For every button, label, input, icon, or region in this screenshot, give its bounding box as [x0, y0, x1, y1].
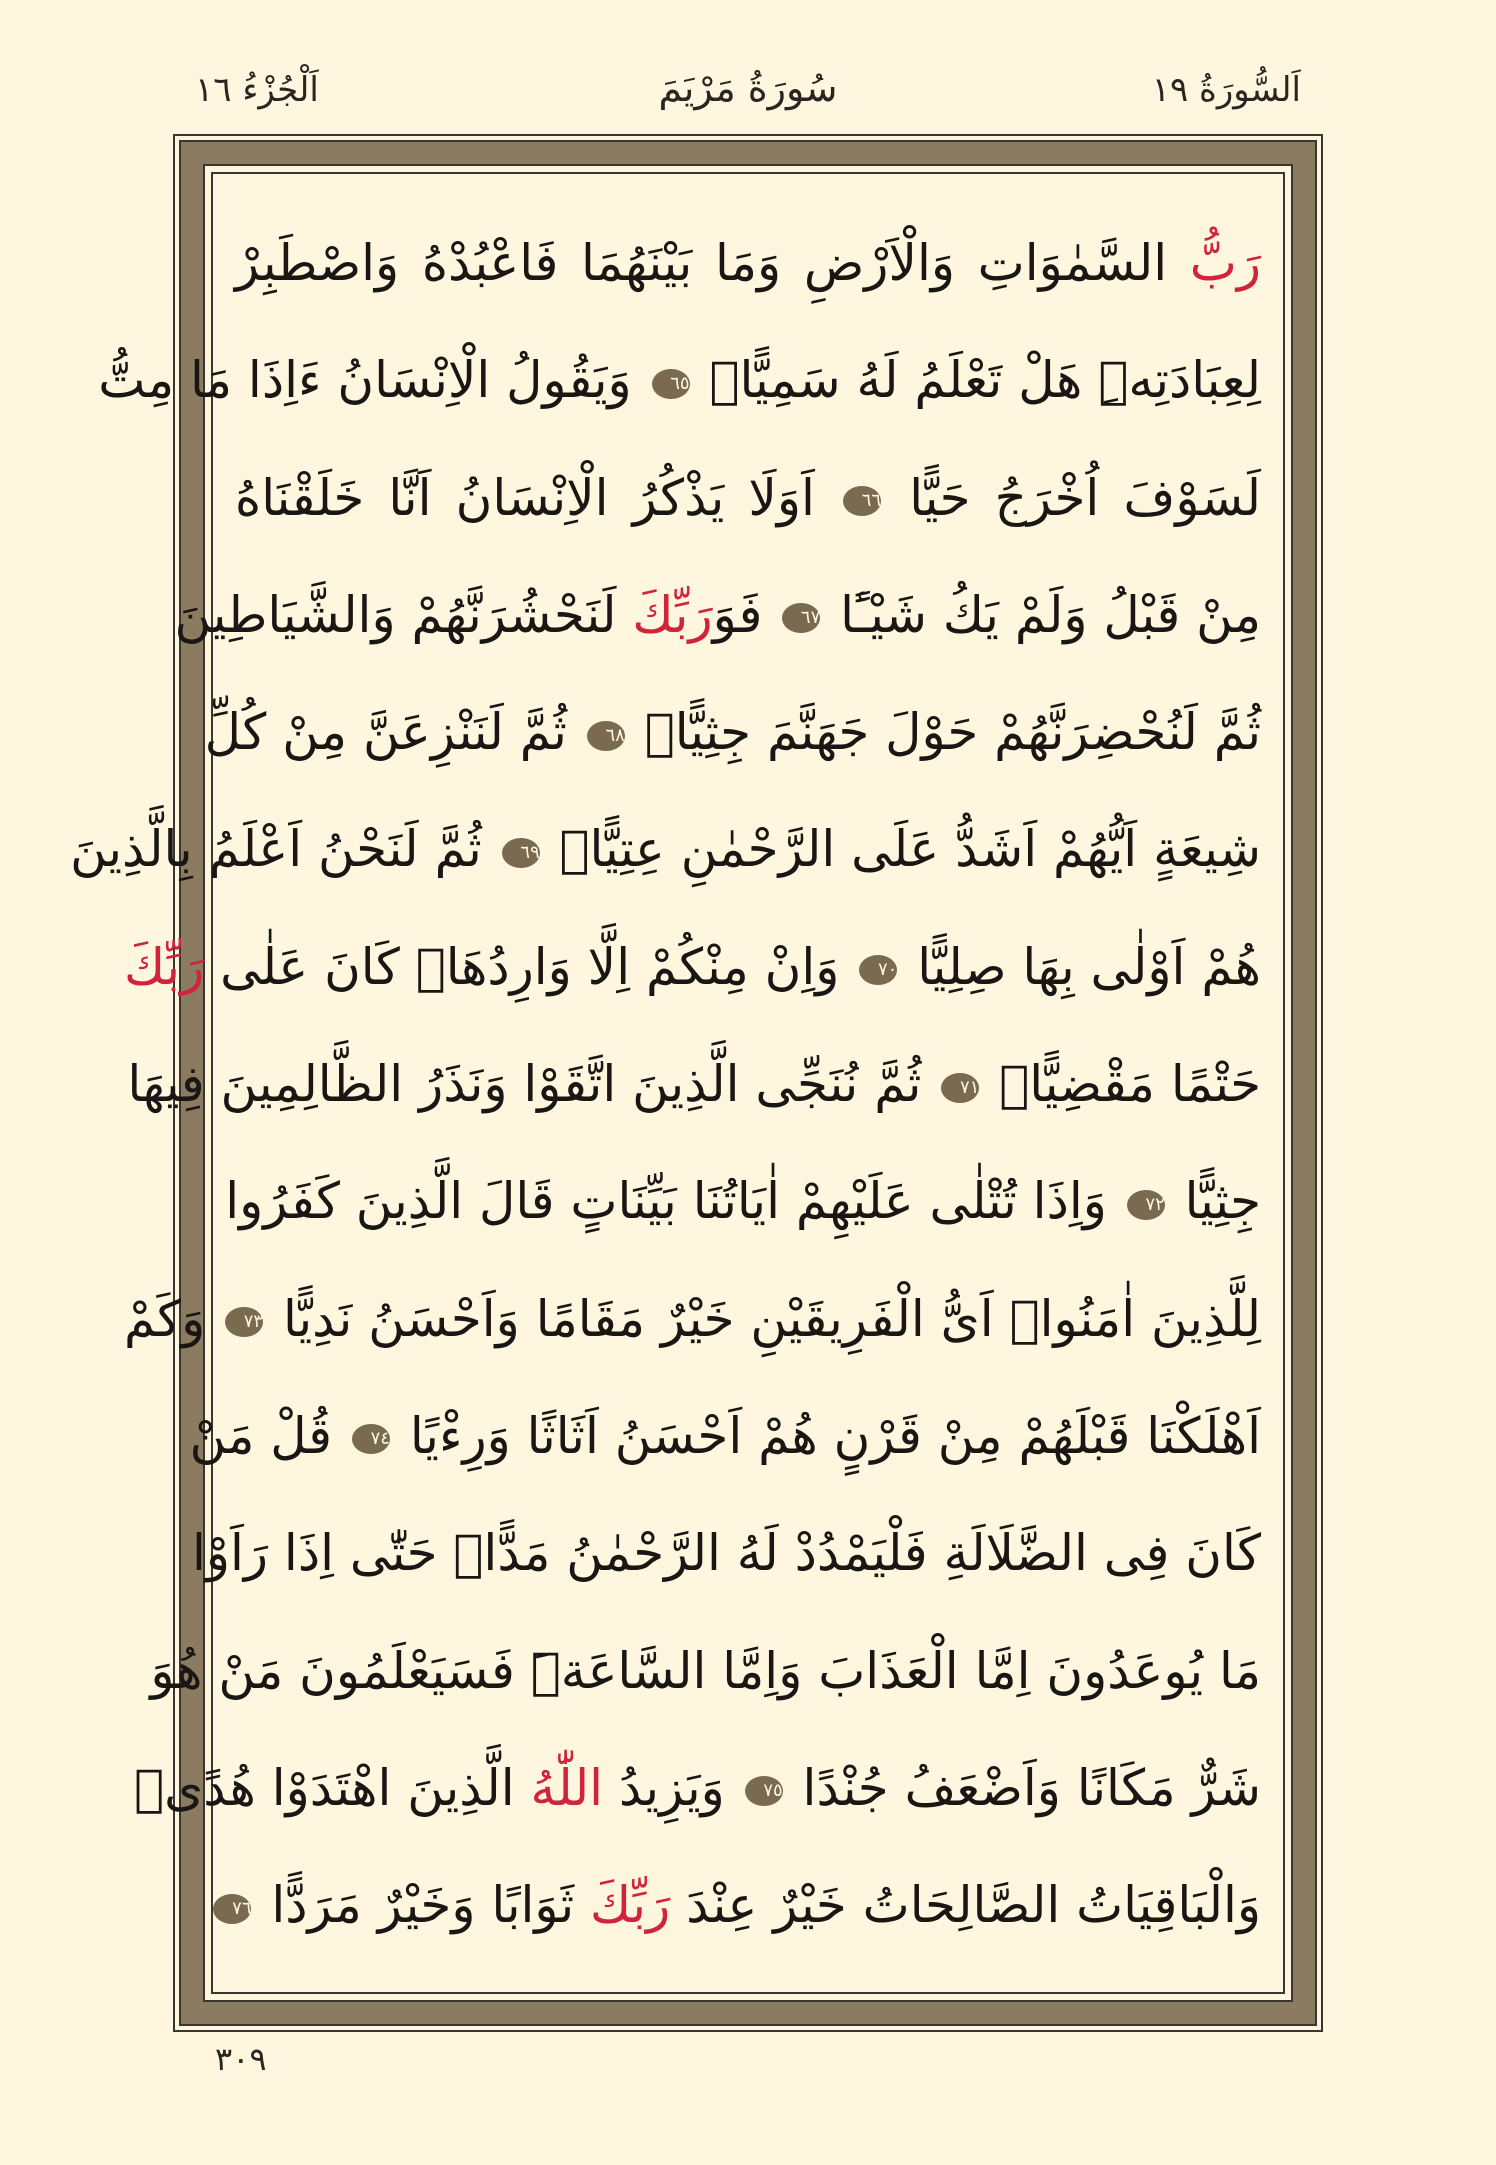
- verse-text: الَّذِينَ اهْتَدَوْا هُدًىۜ: [134, 1758, 531, 1817]
- verse-text: مِنْ قَبْلُ وَلَمْ يَكُ شَيْـًٔا: [824, 585, 1261, 644]
- ayah-number-marker: ٧٦: [213, 1894, 251, 1924]
- verse-text: اَهْلَكْنَا قَبْلَهُمْ مِنْ قَرْنٍ هُمْ اَحْسَنُ اَثَاثًا وَرِءْيًا: [393, 1406, 1261, 1465]
- verse-text: شَرٌّ مَكَانًا وَاَضْعَفُ جُنْدًا: [786, 1758, 1261, 1817]
- page-header: [195, 60, 1301, 120]
- text-line: [189, 1378, 1261, 1495]
- surah-name-title: سُورَةُ مَرْيَمَ: [658, 66, 838, 110]
- juz-label: اَلْجُزْءُ ١٦: [195, 70, 319, 110]
- text-line: [127, 1026, 1261, 1143]
- divine-name-text: رَبِّكَ: [124, 937, 205, 996]
- text-line: [70, 791, 1261, 908]
- text-line: [232, 1847, 1261, 1964]
- verse-text: وَاِذَا تُتْلٰى عَلَيْهِمْ اٰيَاتُنَا بَيِّنَاتٍ قَالَ الَّذِينَ كَفَرُوا: [225, 1172, 1123, 1231]
- verse-text: لَسَوْفَ اُخْرَجُ حَيًّا: [885, 468, 1261, 527]
- ayah-number-marker: ٧٠: [859, 955, 897, 985]
- page-number: ٣٠٩: [215, 2040, 267, 2078]
- divine-name-text: اللّٰهُ: [530, 1758, 604, 1817]
- verse-text: لِلَّذِينَ اٰمَنُوا: [1009, 1289, 1261, 1348]
- quran-text-body: [70, 205, 1261, 1965]
- ayah-number-marker: ٦٩: [502, 838, 540, 868]
- ayah-number-marker: ٦٧: [782, 603, 820, 633]
- text-line: [191, 1495, 1261, 1612]
- ayah-number-marker: ٧١: [941, 1073, 979, 1103]
- verse-text: وَيَقُولُ الْاِنْسَانُ ءَاِذَا مَا مِتُّ: [98, 351, 648, 410]
- verse-text: جِثِيًّا: [1168, 1172, 1261, 1231]
- text-line: [134, 1730, 1261, 1847]
- text-line: [124, 909, 1261, 1026]
- text-line: [235, 205, 1261, 322]
- verse-text: كَانَ فِى الضَّلَالَةِ فَلْيَمْدُدْ لَهُ الرَّحْمٰنُ مَدًّاۚ حَتّٰى اِذَا رَاَوْا: [191, 1524, 1261, 1583]
- ayah-number-marker: ٦٦: [843, 486, 881, 516]
- ayah-number-marker: ٧٣: [225, 1307, 263, 1337]
- ayah-number-marker: ٧٤: [352, 1424, 390, 1454]
- verse-text: لِعِبَادَتِهِۜ هَلْ تَعْلَمُ لَهُ سَمِيًّا۟: [693, 351, 1261, 410]
- verse-text: وَالْبَاقِيَاتُ الصَّالِحَاتُ خَيْرٌ عِنْدَ: [670, 1876, 1261, 1935]
- verse-text: اَىُّ الْفَرِيقَيْنِ خَيْرٌ مَقَامًا وَاَحْسَنُ نَدِيًّا: [267, 1289, 1010, 1348]
- verse-text: ثُمَّ نُنَجِّى الَّذِينَ اتَّقَوْا وَنَذَرُ الظَّالِمِينَ فِيهَا: [127, 1055, 938, 1114]
- verse-text: هُمْ اَوْلٰى بِهَا صِلِيًّا: [901, 937, 1261, 996]
- divine-name-text: رَبِّكَ: [590, 1876, 671, 1935]
- divine-name-text: رَبِّكَ: [632, 585, 713, 644]
- divine-name-text: رَبُّ: [1189, 234, 1261, 292]
- verse-text: مَا يُوعَدُونَ اِمَّا الْعَذَابَ وَاِمَّا السَّاعَةَۜ فَسَيَعْلَمُونَ مَنْ هُوَ: [150, 1641, 1261, 1700]
- ayah-number-marker: ٦٥: [652, 369, 690, 399]
- text-line: [174, 557, 1261, 674]
- verse-text: ثَوَابًا وَخَيْرٌ مَرَدًّا: [255, 1876, 591, 1935]
- verse-text: حَتْمًا مَقْضِيًّاۚ: [983, 1055, 1261, 1114]
- verse-text: ثُمَّ لَنَحْنُ اَعْلَمُ بِالَّذِينَ: [70, 820, 498, 879]
- verse-text: ثُمَّ لَنُحْضِرَنَّهُمْ حَوْلَ جَهَنَّمَ جِثِيًّاۚ: [628, 703, 1261, 762]
- verse-text: ثُمَّ لَنَنْزِعَنَّ مِنْ كُلِّ: [204, 703, 583, 762]
- ayah-number-marker: ٧٢: [1127, 1190, 1165, 1220]
- text-line: [225, 1143, 1261, 1260]
- text-line: [123, 1261, 1261, 1378]
- verse-text: وَيَزِيدُ: [603, 1758, 741, 1817]
- ayah-number-marker: ٦٨: [587, 721, 625, 751]
- surah-number-label: اَلسُّورَةُ ١٩: [1151, 70, 1301, 110]
- text-line: [235, 440, 1261, 557]
- verse-text: فَوَ: [712, 585, 779, 644]
- text-line: [150, 1613, 1261, 1730]
- verse-text: لَنَحْشُرَنَّهُمْ وَالشَّيَاطِينَ: [174, 585, 633, 644]
- text-line: [204, 674, 1261, 791]
- verse-text: قُلْ مَنْ: [189, 1406, 348, 1465]
- verse-text: اَوَلَا يَذْكُرُ الْاِنْسَانُ اَنَّا خَلَقْنَاهُ: [235, 468, 840, 527]
- verse-text: وَكَمْ: [123, 1289, 222, 1348]
- ayah-number-marker: ٧٥: [745, 1776, 783, 1806]
- text-line: [98, 322, 1261, 439]
- verse-text: شِيعَةٍ اَيُّهُمْ اَشَدُّ عَلَى الرَّحْمٰنِ عِتِيًّاۚ: [543, 820, 1261, 879]
- verse-text: السَّمٰوَاتِ وَالْاَرْضِ وَمَا بَيْنَهُمَا فَاعْبُدْهُ وَاصْطَبِرْ: [235, 234, 1190, 292]
- verse-text: وَاِنْ مِنْكُمْ اِلَّا وَارِدُهَاۚ كَانَ عَلٰى: [204, 937, 856, 996]
